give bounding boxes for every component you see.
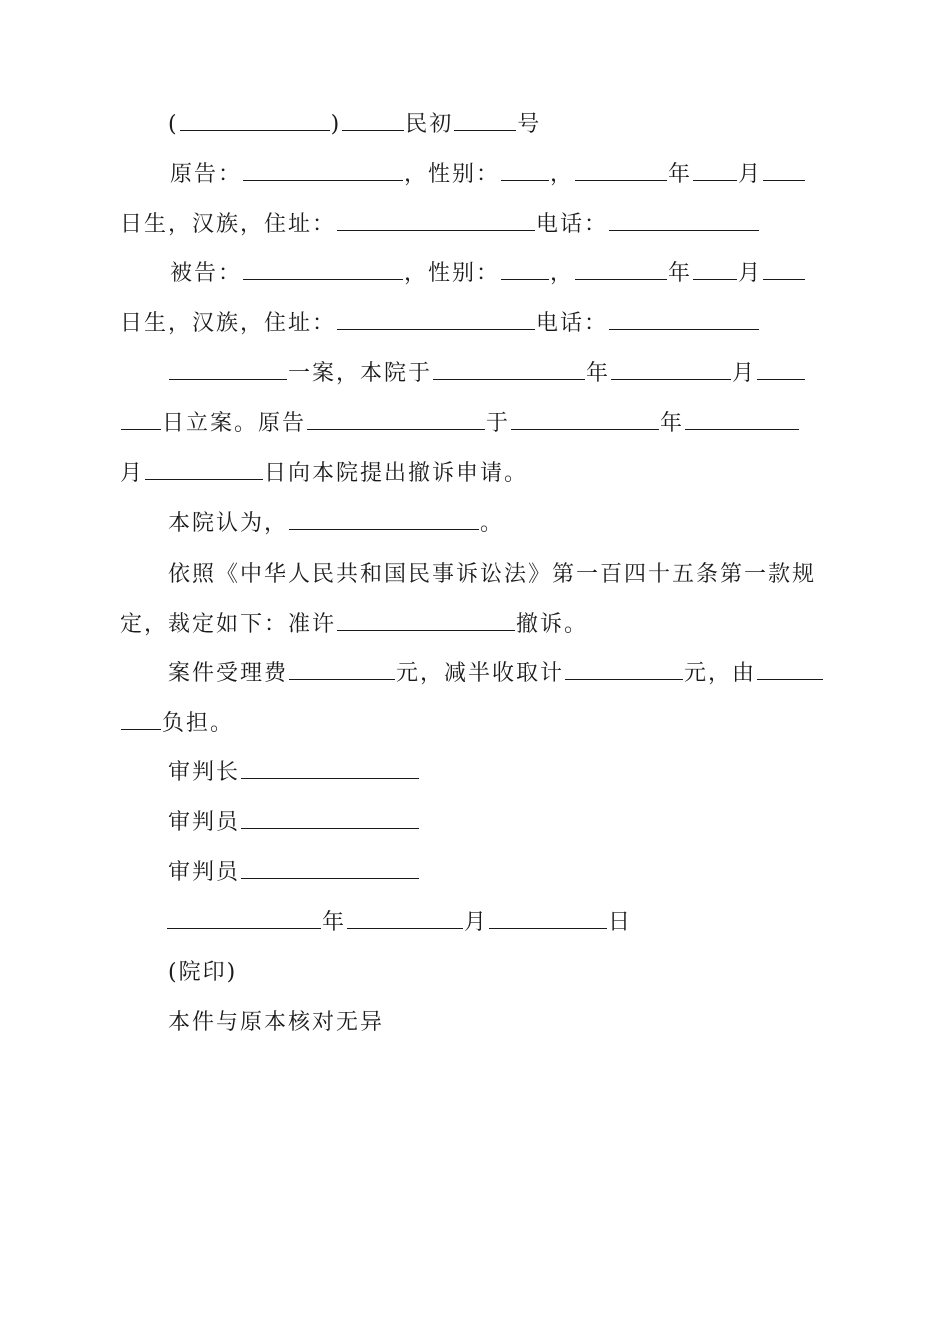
ruling-year-blank [167, 908, 321, 929]
plaintiff-label: 原告： [170, 162, 243, 187]
min-chu-label: 民初 [405, 112, 454, 137]
plaintiff-month-label: 月 [738, 162, 763, 187]
fee-halved-text: 元，减半收取计 [396, 661, 565, 686]
open-paren: ( [168, 112, 179, 137]
plaintiff-comma: ， [550, 162, 575, 187]
withdrawing-party-blank [337, 610, 515, 631]
applicant-blank [307, 409, 485, 430]
fee-label: 案件受理费 [168, 661, 289, 686]
fee-amount-blank [289, 659, 395, 680]
defendant-phone-label: 电话： [536, 311, 609, 336]
judge-1-label: 审判员 [168, 810, 241, 835]
yu-label: 于 [486, 411, 511, 436]
ruling-line-2 [120, 610, 588, 640]
ruling-withdraw-text: 撤诉。 [516, 612, 589, 637]
defendant-line-2 [120, 309, 760, 339]
ruling-basis-text: 依照《中华人民共和国民事诉讼法》第一百四十五条第一款规 [168, 562, 817, 587]
ruling-month-label: 月 [464, 910, 489, 935]
withdraw-year-blank [511, 409, 659, 430]
verification-line [168, 1008, 384, 1038]
plaintiff-name-blank [243, 160, 403, 181]
case-cause-blank [169, 359, 287, 380]
defendant-birth-day-blank [763, 259, 805, 280]
plaintiff-year-label: 年 [668, 162, 693, 187]
defendant-gender-label: ，性别： [404, 261, 501, 286]
plaintiff-phone-blank [609, 210, 759, 231]
close-paren: ) [330, 112, 342, 137]
defendant-name-blank [243, 259, 403, 280]
court-seal-line [168, 958, 237, 988]
ruling-decision-text: 定，裁定如下：准许 [120, 612, 337, 637]
opinion-suffix: 。 [480, 511, 505, 536]
judge-2-label: 审判员 [168, 860, 241, 885]
filing-month-blank [611, 359, 731, 380]
chief-judge-signature-blank [241, 758, 419, 779]
plaintiff-address-label: 日生，汉族，住址： [120, 212, 337, 237]
withdraw-day-blank [145, 459, 263, 480]
plaintiff-birth-year-blank [575, 160, 667, 181]
court-seal-text: (院印) [168, 960, 238, 985]
ruling-day-label: 日 [608, 910, 633, 935]
defendant-year-label: 年 [668, 261, 693, 286]
opinion-line [168, 509, 504, 539]
ruling-month-blank [347, 908, 463, 929]
hao-label: 号 [517, 112, 542, 137]
fee-payer-blank-b [121, 709, 161, 730]
ruling-line-1 [168, 560, 816, 590]
defendant-line-1 [170, 259, 806, 289]
filing-day-blank-b [121, 409, 161, 430]
defendant-birth-month-blank [693, 259, 737, 280]
ruling-year-label: 年 [322, 910, 347, 935]
year-code-blank [342, 110, 404, 131]
filing-year-label: 年 [586, 361, 611, 386]
chief-judge-line [168, 758, 420, 788]
case-line-3 [120, 459, 528, 489]
verification-text: 本件与原本核对无异 [168, 1010, 385, 1035]
defendant-address-label: 日生，汉族，住址： [120, 311, 337, 336]
withdraw-month-blank-a [685, 409, 799, 430]
defendant-address-blank [337, 309, 535, 330]
filing-day-blank-a [757, 359, 805, 380]
court-code-blank [180, 110, 330, 131]
defendant-birth-year-blank [575, 259, 667, 280]
withdraw-year-label: 年 [660, 411, 685, 436]
plaintiff-birth-month-blank [693, 160, 737, 181]
fee-line-2 [120, 709, 234, 739]
plaintiff-gender-blank [501, 160, 549, 181]
defendant-comma: ， [550, 261, 575, 286]
fee-borne-by-text: 元，由 [684, 661, 757, 686]
ruling-date-line [166, 908, 632, 938]
judge-2-line [168, 858, 420, 888]
chief-judge-label: 审判长 [168, 760, 241, 785]
case-line-2 [120, 409, 800, 439]
case-serial-blank [454, 110, 516, 131]
filing-day-text: 日立案。原告 [162, 411, 307, 436]
filing-month-label: 月 [732, 361, 757, 386]
case-number-line [168, 110, 541, 140]
filing-year-blank [433, 359, 585, 380]
judge-1-signature-blank [241, 808, 419, 829]
case-filed-text: 一案，本院于 [288, 361, 433, 386]
withdraw-text: 日向本院提出撤诉申请。 [264, 461, 529, 486]
defendant-month-label: 月 [738, 261, 763, 286]
judge-2-signature-blank [241, 858, 419, 879]
plaintiff-phone-label: 电话： [536, 212, 609, 237]
fee-payer-blank-a [757, 659, 823, 680]
plaintiff-line-1 [170, 160, 806, 190]
plaintiff-gender-label: ，性别： [404, 162, 501, 187]
ruling-day-blank [489, 908, 607, 929]
plaintiff-line-2 [120, 210, 760, 240]
withdraw-month-label: 月 [120, 461, 145, 486]
fee-burden-text: 负担。 [162, 711, 235, 736]
fee-halved-blank [565, 659, 683, 680]
case-line-1 [168, 359, 806, 389]
plaintiff-address-blank [337, 210, 535, 231]
judge-1-line [168, 808, 420, 838]
defendant-phone-blank [609, 309, 759, 330]
plaintiff-birth-day-blank [763, 160, 805, 181]
defendant-label: 被告： [170, 261, 243, 286]
defendant-gender-blank [501, 259, 549, 280]
opinion-prefix: 本院认为， [168, 511, 289, 536]
fee-line-1 [168, 659, 824, 689]
opinion-blank [289, 509, 479, 530]
